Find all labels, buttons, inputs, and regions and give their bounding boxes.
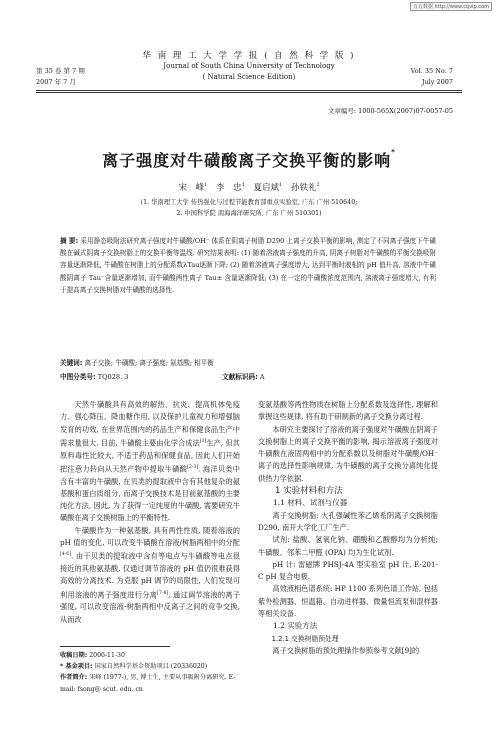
paper-title <box>0 148 498 171</box>
body-paragraph: 高效液相色谱系统: HP 1100 系列色谱工作站, 包括紫外检测器、恒温箱、自动进样器、微量恒流泵和混样器等相关设备. <box>258 584 438 619</box>
source-stamp: 万方数据 http://www.cqvip.com <box>410 2 492 11</box>
section-heading: 1 实验材料和方法 <box>275 486 343 497</box>
journal-title-en: Journal of South China University of Technology <box>163 62 335 70</box>
body-paragraph: 离子交换树脂的预处理操作参照参考文献[9]的 <box>272 645 420 655</box>
paper-title-text: 离子强度对牛磺酸离子交换平衡的影响 <box>102 151 392 170</box>
volume-en: Vol. 35 No. 7 <box>410 67 453 75</box>
doc-code-value: A <box>259 373 265 381</box>
author: 夏启斌$^1$ <box>253 182 283 193</box>
abstract-text: 采用静态吸附法研究离子强度对牛磺酸/OH⁻ 体系在阴离子树脂 D290 上离子交换平衡的影响, 测定了不同离子强度下牛磺酸在碱式阴离子交换树脂上的交换平衡等温线. 研究结果表明: (1) 随着溶液离子强度的升高, 阴离子树脂对牛磺酸的平衡交换吸附容量逐渐降低, 牛磺酸在树脂上的分配系数λTau逐渐下降; (2) 随着溶液离子强度增大, 达到平衡时液相的 pH 值升高, 溶液中牛磺酸阴离子 Tau⁻含量逐渐增加, 而牛磺酸两性离子 Tau± 含量逐渐降低; (3) 在一定的牛磺酸浓度范围内, 溶液离子强度增大, 有利于提高离子交换树脂对牛磺酸的选择性. <box>60 237 436 294</box>
citation: [4-6] <box>60 552 71 558</box>
title-footnote-mark: * <box>391 148 396 156</box>
author: 孙铁礼$^2$ <box>290 182 320 193</box>
article-number: 文章编号: 1000-565X(2007)07-0057-05 <box>327 107 453 115</box>
journal-edition: ( Natural Science Edition) <box>202 73 296 81</box>
abstract <box>60 235 436 296</box>
volume-cn: 第 35 卷 第 7 期 <box>36 67 85 75</box>
citation: [7-8] <box>157 590 169 596</box>
citation: [1] <box>199 438 207 444</box>
header-rule-thin <box>36 92 462 93</box>
abstract-label: 摘 要: <box>60 237 79 245</box>
received-date: 收稿日期: 2006-11-30 <box>60 652 125 659</box>
footnote-rule <box>60 646 170 647</box>
keywords <box>60 357 436 367</box>
citation: [2-3] <box>187 464 199 470</box>
clc-value: TQ028. 3 <box>97 373 129 381</box>
body-paragraph: 变氨基酸等两性物质在树脂上分配系数及选择性, 理解和掌握这些规律, 将有助于研制新的离子交换分离过程. <box>258 400 438 422</box>
subsection-heading: 1.1 材料、试剂与仪器 <box>273 498 348 508</box>
date-cn: 2007 年 7 月 <box>36 78 76 86</box>
keywords-text: 离子交换; 牛磺酸; 离子强度; 氨基酸; 相平衡 <box>84 359 214 367</box>
intro-paragraph: 牛磺酸作为一种氨基酸, 具有两性性质, 随着溶液的 pH 值的变化, 可以改变牛磺酸在溶液/树脂两相中的分配[4-6]. 由于贝类的提取液中含有等电点与牛磺酸等电点很接近的其他氨基酸, 仅通过调节溶液的 pH 值仍很难获得高效的分离技术. 为克服 pH 调节的局限性, 人们发现可利用溶液的离子强度进行分离[7-8], 通过调节溶液的离子强度, 可以改变溶液-树脂两相中反离子之间的竞争交换, 从而改 <box>60 525 240 624</box>
subsection-heading: 1.2 实验方法 <box>273 621 318 631</box>
header-rule <box>36 90 462 91</box>
body-paragraph: pH 计: 雷磁牌 PHSJ-4A 型实验室 pH 计, E-201-C pH 复合电极. <box>258 559 438 582</box>
author-list <box>0 181 498 193</box>
author: 宋 峰$^1$ <box>178 182 208 193</box>
body-column-right <box>258 399 438 657</box>
body-paragraph: 本研究主要探讨了溶液的离子强度对牛磺酸在阴离子交换树脂上的离子交换平衡的影响, 揭示溶液离子强度对牛磺酸在液固两相中的分配系数以及树脂对牛磺酸/OH⁻离子的选择性影响规律, 为牛磺酸的离子交换分离纯化提供热力学依据. <box>258 424 438 483</box>
date-en: July 2007 <box>421 78 453 86</box>
body-paragraph: 试剂: 盐酸、氢氧化钠、硼酸和乙酸醇均为分析纯; 牛磺酸、邻苯二甲醛 (OPA) 均为生化试剂. <box>258 535 438 557</box>
affiliation: (1. 华南理工大学 传热强化与过程节能教育部重点实验室, 广东 广州 510640; <box>140 199 358 206</box>
classification <box>60 371 436 381</box>
body-column-left <box>60 399 240 626</box>
journal-title-cn: 华 南 理 工 大 学 学 报 ( 自 然 科 学 版 ) <box>142 51 356 61</box>
affiliation: 2. 中国科学院 南海海洋研究所, 广东 广州 510301) <box>176 210 322 217</box>
author-bio: 作者简介: 宋峰 (1977-), 男, 博士生, 主要从事吸附分离研究. E-mail: fsong@ scut. edu. cn <box>60 674 236 693</box>
author: 李 忠$^1$ <box>215 182 245 193</box>
clc-label: 中图分类号: <box>60 373 96 381</box>
doc-code-label: 文献标识码: <box>222 373 258 381</box>
subsubsection-heading: 1.2.1 交换树脂预处理 <box>271 634 339 643</box>
issue-info-left <box>36 66 85 88</box>
keywords-label: 关键词: <box>60 359 83 367</box>
body-paragraph: 离子交换树脂: 大孔强碱性苯乙烯系阴离子交换树脂 D290, 南开大学化工厂生产. <box>258 510 438 532</box>
footnotes <box>60 650 250 695</box>
intro-paragraph: 天然牛磺酸具有高效的解热、抗炎、提高机体免疫力、强心降压、降血糖作用, 以及保护儿童视力和增强脑发育的功效, 在世界范围内的药品生产和保健食品生产中需求量很大. 目前, 牛磺酸主要由化学合成法[1]生产, 但其原料毒性比较大, 不适于药品和保健食品, 因此人们开始把注意力转向从天然产物中提取牛磺酸[2-3]. 海洋贝类中含有丰富的牛磺酸, 在贝类的提取液中含有其他复杂的氨基酸和蛋白质组分, 而离子交换技术是目前氨基酸的主要纯化方法, 因此, 为了获得一定纯度的牛磺酸, 需要研究牛磺酸在离子交换树脂上的平衡特性. <box>60 400 240 523</box>
fund-info: * 基金项目: 国家自然科学基金资助项目 (20336020) <box>60 663 208 671</box>
issue-info-right <box>411 66 453 88</box>
